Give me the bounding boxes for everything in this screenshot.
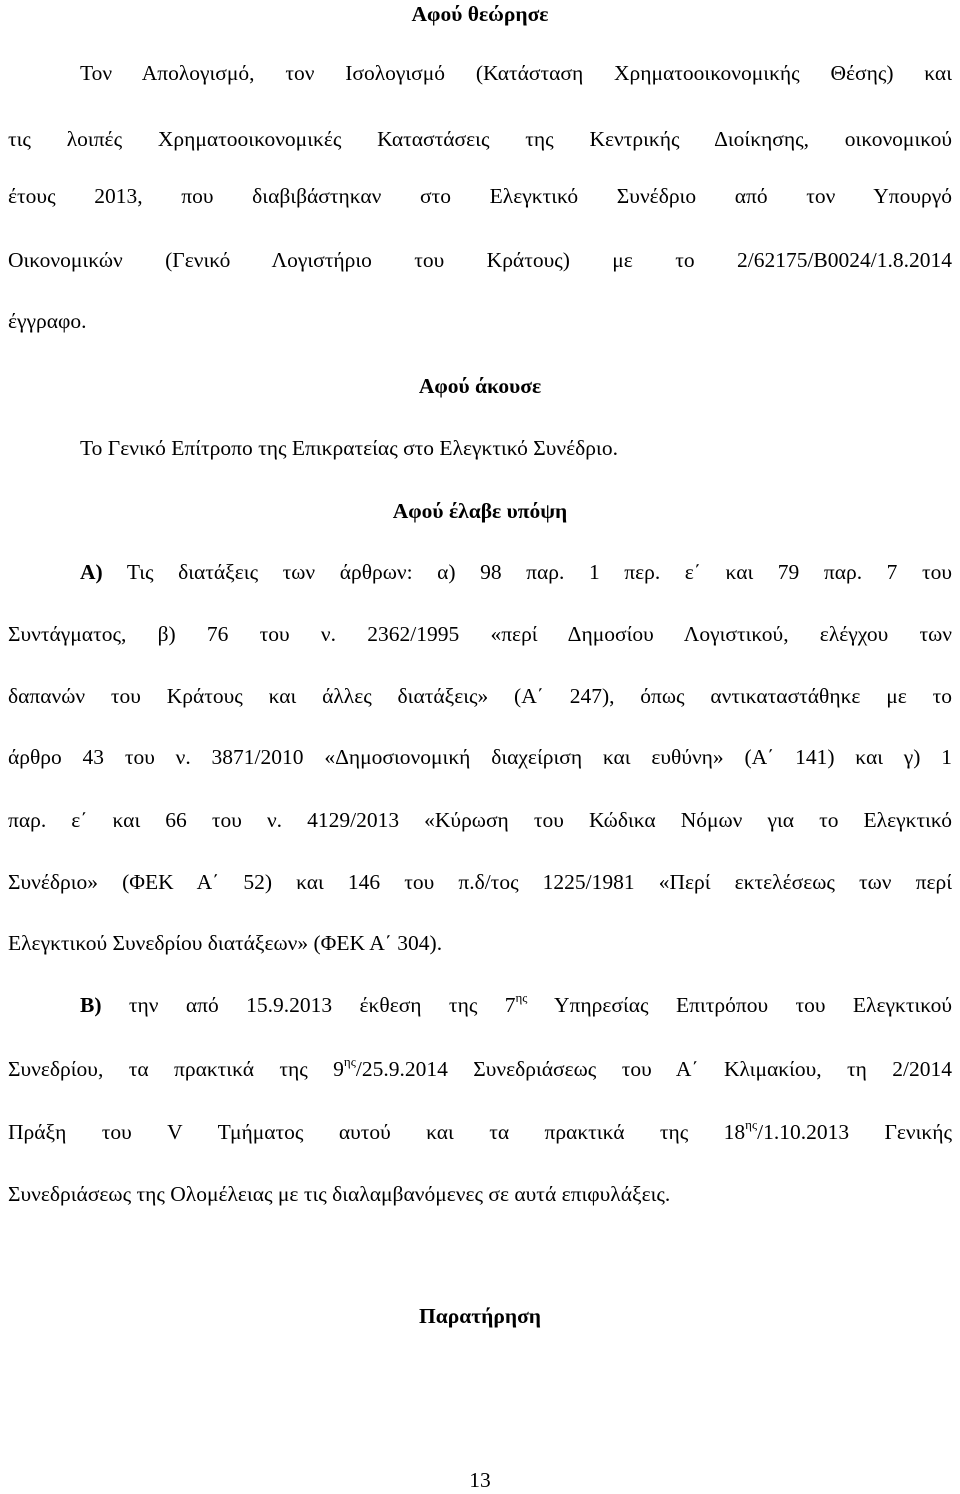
heading-paratirisi: Παρατήρηση [419, 1304, 541, 1328]
section-b-text: /1.10.2013 Γενικής [757, 1120, 952, 1144]
section-b-text: Πράξη του V Τμήματος αυτού και τα πρακτικά της 18 [8, 1120, 746, 1144]
section-a-line: Συνέδριο» (ΦΕΚ Α΄ 52) και 146 του π.δ/τος 1225/1981 «Περί εκτελέσεως των περί [8, 870, 952, 894]
heading-afou-theorise: Αφού θεώρησε [411, 2, 549, 26]
section-b-line: Συνεδριάσεως της Ολομέλειας με τις διαλαμβανόμενες σε αυτά επιφυλάξεις. [8, 1182, 671, 1206]
section-b-label: Β) [80, 993, 102, 1017]
paragraph-line: Οικονομικών (Γενικό Λογιστήριο του Κράτους) με το 2/62175/Β0024/1.8.2014 [8, 248, 952, 272]
section-b-line [8, 1055, 952, 1086]
page-number: 13 [469, 1468, 491, 1492]
section-b-text: Υπηρεσίας Επιτρόπου του Ελεγκτικού [527, 993, 953, 1017]
section-b-text: Συνεδρίου, τα πρακτικά της 9 [8, 1057, 344, 1081]
section-a-line [80, 558, 952, 586]
section-b-text: την από 15.9.2013 έκθεση της 7 [128, 993, 516, 1017]
ordinal-suffix: ης [515, 990, 528, 1005]
heading-afou-akouse: Αφού άκουσε [418, 374, 542, 398]
section-a-line: δαπανών του Κράτους και άλλες διατάξεις» (Α΄ 247), όπως αντικαταστάθηκε με το [8, 684, 952, 708]
section-a-label: Α) [80, 560, 103, 584]
ordinal-suffix: ης [343, 1054, 356, 1069]
section-a-line: παρ. ε΄ και 66 του ν. 4129/2013 «Κύρωση του Κώδικα Νόμων για το Ελεγκτικό [8, 808, 952, 832]
section-a-line: Ελεγκτικού Συνεδρίου διατάξεων» (ΦΕΚ Α΄ 304). [8, 931, 443, 955]
section-b-line [8, 1118, 952, 1149]
paragraph-line: τις λοιπές Χρηματοοικονομικές Καταστάσεις της Κεντρικής Διοίκησης, οικονομικού [8, 127, 952, 151]
section-b-line [80, 991, 952, 1022]
paragraph-line: έγγραφο. [8, 309, 87, 333]
paragraph-line: έτους 2013, που διαβιβάστηκαν στο Ελεγκτικό Συνέδριο από τον Υπουργό [8, 184, 952, 208]
heading-afou-elave-ypopsi: Αφού έλαβε υπόψη [392, 499, 568, 523]
section-a-line: άρθρο 43 του ν. 3871/2010 «Δημοσιονομική διαχείριση και ευθύνη» (Α΄ 141) και γ) 1 [8, 745, 952, 769]
paragraph-line: Το Γενικό Επίτροπο της Επικρατείας στο Ελεγκτικό Συνέδριο. [80, 436, 618, 460]
paragraph-line: Τον Απολογισμό, τον Ισολογισμό (Κατάσταση Χρηματοοικονομικής Θέσης) και [80, 61, 952, 85]
section-a-text: Τις διατάξεις των άρθρων: α) 98 παρ. 1 περ. ε΄ και 79 παρ. 7 του [126, 560, 952, 584]
section-a-line: Συντάγματος, β) 76 του ν. 2362/1995 «περί Δημοσίου Λογιστικού, ελέγχου των [8, 622, 952, 646]
section-b-text: /25.9.2014 Συνεδριάσεως του Α΄ Κλιμακίου, τη 2/2014 [355, 1057, 952, 1081]
ordinal-suffix: ης [745, 1117, 758, 1132]
